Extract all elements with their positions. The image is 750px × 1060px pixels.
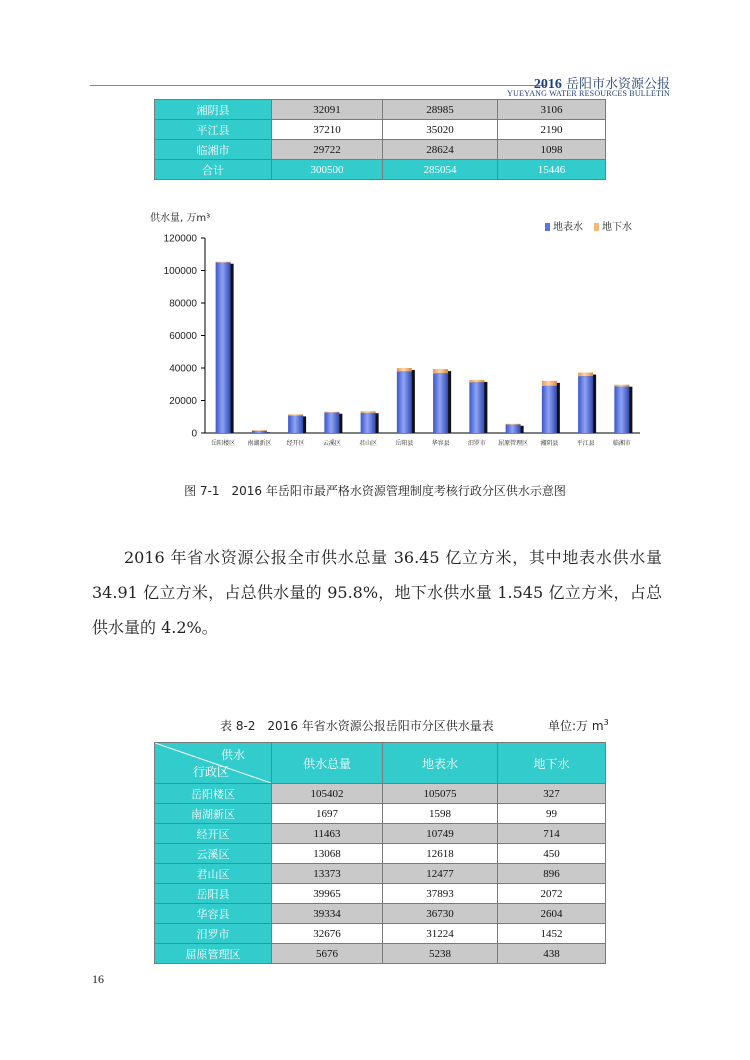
column-header: 地表水 [383, 743, 498, 784]
cell-surface: 28985 [383, 100, 498, 120]
cell-total: 37210 [272, 120, 383, 140]
bar-surface-water [506, 424, 521, 433]
cell-ground: 2604 [498, 904, 606, 924]
cell-total: 11463 [272, 824, 383, 844]
row-name: 华容县 [155, 904, 272, 924]
table-row [155, 804, 606, 824]
top-table [154, 99, 606, 180]
x-tick-label: 湘阴县 [540, 440, 559, 447]
row-name: 云溪区 [155, 844, 272, 864]
bar-surface-water [578, 376, 593, 433]
header-subtitle: YUEYANG WATER RESOURCES BULLETIN [507, 89, 670, 98]
cell-surface: 12618 [383, 844, 498, 864]
cell-surface: 105075 [383, 784, 498, 804]
diag-bottom-label: 行政区 [193, 765, 230, 779]
row-name: 湘阴县 [155, 100, 272, 120]
bar-groundwater [216, 262, 231, 263]
bar-surface-water [542, 386, 557, 433]
x-tick-label: 华容县 [431, 440, 450, 447]
bar-groundwater [324, 412, 339, 413]
header-rule [90, 85, 545, 86]
bar-groundwater [397, 368, 412, 371]
row-name: 平江县 [155, 120, 272, 140]
x-tick-label: 君山区 [359, 440, 378, 447]
cell-ground: 15446 [498, 160, 606, 180]
bar-groundwater [506, 424, 521, 425]
diagonal-header-cell [155, 743, 272, 784]
page-number: 16 [92, 972, 104, 986]
table-row [155, 864, 606, 884]
bar-groundwater [252, 430, 267, 431]
x-tick-label: 汨罗市 [467, 440, 486, 447]
x-tick-label: 云溪区 [322, 440, 341, 447]
cell-total: 5676 [272, 944, 383, 964]
cell-total: 39334 [272, 904, 383, 924]
row-name: 合计 [155, 160, 272, 180]
bar-groundwater [542, 381, 557, 386]
column-header: 地下水 [498, 743, 606, 784]
y-tick-label: 0 [191, 428, 197, 440]
bar-surface-water [433, 373, 448, 433]
legend-label-surface: 地表水 [553, 222, 583, 233]
diag-top-label: 供水 [220, 748, 245, 762]
table-row [155, 140, 606, 160]
bar-groundwater [469, 380, 484, 382]
cell-ground: 99 [498, 804, 606, 824]
y-tick-label: 80000 [169, 298, 197, 310]
cell-ground: 438 [498, 944, 606, 964]
x-tick-label: 经开区 [286, 440, 305, 447]
bar-surface-water [614, 386, 629, 433]
row-name: 君山区 [155, 864, 272, 884]
bar-groundwater [288, 414, 303, 415]
row-name: 经开区 [155, 824, 272, 844]
row-name: 屈原管理区 [155, 944, 272, 964]
bar-surface-water [469, 382, 484, 433]
cell-surface: 36730 [383, 904, 498, 924]
table-row [155, 100, 606, 120]
y-axis-label: 供水量, 万m³ [150, 213, 211, 224]
bar-groundwater [433, 369, 448, 373]
cell-total: 13068 [272, 844, 383, 864]
x-tick-label: 临湘市 [612, 440, 631, 447]
cell-ground: 714 [498, 824, 606, 844]
cell-surface: 1598 [383, 804, 498, 824]
table-total-row [155, 160, 606, 180]
bar-surface-water [397, 371, 412, 433]
cell-surface: 35020 [383, 120, 498, 140]
bar-surface-water [288, 416, 303, 433]
cell-total: 13373 [272, 864, 383, 884]
table-row [155, 884, 606, 904]
y-tick-label: 20000 [169, 396, 197, 407]
row-name: 汨罗市 [155, 924, 272, 944]
cell-surface: 5238 [383, 944, 498, 964]
cell-ground: 327 [498, 784, 606, 804]
bar-groundwater [578, 373, 593, 377]
cell-total: 1697 [272, 804, 383, 824]
row-name: 南湖新区 [155, 804, 272, 824]
table-unit: 单位:万 $m^3$ [548, 718, 609, 733]
table-row [155, 120, 606, 140]
bar-groundwater [361, 411, 376, 412]
cell-total: 32676 [272, 924, 383, 944]
figure-caption: 图 7-1 2016 年岳阳市最严格水资源管理制度考核行政分区供水示意图 [184, 484, 566, 498]
table-header-row [155, 743, 606, 784]
bar-surface-water [361, 413, 376, 433]
body-paragraph: 2016 年省水资源公报全市供水总量 36.45 亿立方米，其中地表水供水量 34.91 亿立方米，占总供水量的 95.8%，地下水供水量 1.545 亿立方米，占总供水量的 4.2%。 [92, 548, 662, 637]
bar-surface-water [324, 412, 339, 433]
y-tick-label: 40000 [169, 363, 197, 375]
cell-total: 39965 [272, 884, 383, 904]
table-row [155, 924, 606, 944]
cell-surface: 31224 [383, 924, 498, 944]
cell-ground: 1452 [498, 924, 606, 944]
cell-ground: 2072 [498, 884, 606, 904]
x-tick-label: 平江县 [576, 440, 595, 447]
table-row [155, 944, 606, 964]
y-tick-label: 100000 [163, 266, 197, 277]
cell-surface: 10749 [383, 824, 498, 844]
legend-label-ground: 地下水 [602, 222, 632, 233]
cell-surface: 285054 [383, 160, 498, 180]
x-tick-label: 岳阳楼区 [211, 440, 236, 447]
cell-ground: 2190 [498, 120, 606, 140]
header-title: 2016 岳阳市水资源公报 [533, 77, 670, 92]
cell-total: 29722 [272, 140, 383, 160]
legend-swatch-ground [594, 223, 599, 231]
cell-ground: 3106 [498, 100, 606, 120]
row-name: 临湘市 [155, 140, 272, 160]
cell-ground: 896 [498, 864, 606, 884]
cell-ground: 1098 [498, 140, 606, 160]
table-row [155, 904, 606, 924]
table-title: 表 8-2 2016 年省水资源公报岳阳市分区供水量表 [220, 719, 494, 733]
row-name: 岳阳楼区 [155, 784, 272, 804]
bar-groundwater [614, 385, 629, 387]
x-tick-label: 屈原管理区 [498, 440, 529, 447]
x-tick-label: 南湖新区 [247, 440, 272, 447]
y-tick-label: 120000 [163, 233, 197, 245]
legend-swatch-surface [545, 223, 550, 231]
table-row [155, 844, 606, 864]
cell-total: 105402 [272, 784, 383, 804]
water-supply-chart [140, 205, 660, 455]
cell-surface: 37893 [383, 884, 498, 904]
water-supply-table [154, 742, 606, 964]
x-tick-label: 岳阳县 [395, 440, 414, 447]
cell-surface: 28624 [383, 140, 498, 160]
bar-surface-water [216, 262, 231, 433]
column-header: 供水总量 [272, 743, 383, 784]
row-name: 岳阳县 [155, 884, 272, 904]
cell-surface: 12477 [383, 864, 498, 884]
cell-total: 300500 [272, 160, 383, 180]
cell-ground: 450 [498, 844, 606, 864]
y-tick-label: 60000 [169, 331, 197, 342]
table-row [155, 784, 606, 804]
table-row [155, 824, 606, 844]
page-header [90, 70, 670, 102]
cell-total: 32091 [272, 100, 383, 120]
